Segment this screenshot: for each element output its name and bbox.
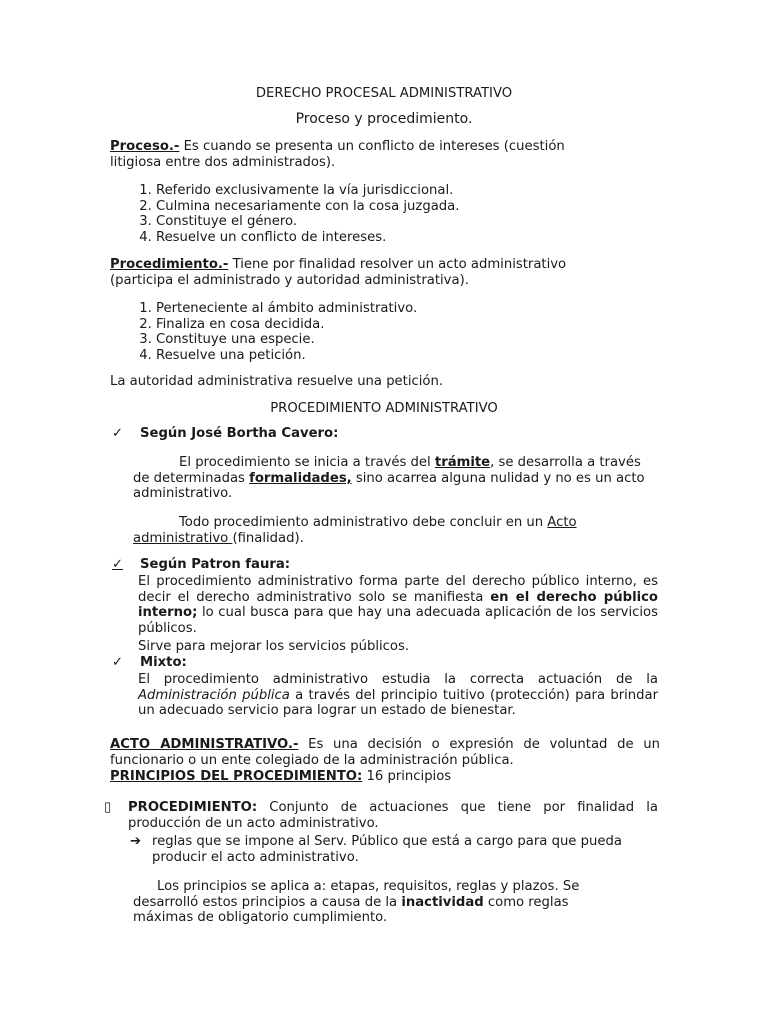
mixto-item [112,655,187,671]
document-title: DERECHO PROCESAL ADMINISTRATIVO [255,86,513,101]
bortha-item [112,426,338,442]
list-item: 1. Referido exclusivamente la vía jurisdiccional. [156,183,676,199]
bortha-label: Según José Bortha Cavero: [140,426,339,441]
check-icon: ✓ [112,426,124,441]
check-icon: ✓ [112,655,124,670]
principios-line: PRINCIPIOS DEL PROCEDIMIENTO: 16 principios [110,769,452,784]
list-item: 1. Perteneciente al ámbito administrativo. [156,301,676,317]
list-item: 4. Resuelve una petición. [156,348,676,364]
section-heading: PROCEDIMIENTO ADMINISTRATIVO [270,401,498,416]
proceso-list [110,183,676,245]
list-item: 2. Finaliza en cosa decidida. [156,317,676,333]
procedimiento-text: Tiene por finalidad resolver un acto administrativo (participa el administrado y autoridad administrativa). [110,257,567,288]
procedimiento-def-paragraph: PROCEDIMIENTO: Conjunto de actuaciones que tiene por finalidad la producción de un acto administrativo. [128,800,658,831]
principios-term: PRINCIPIOS DEL PROCEDIMIENTO: [110,769,363,784]
procedimiento-term: Procedimiento.- [110,257,229,272]
patron-item [112,557,290,573]
check-icon: ✓ [112,557,124,572]
document-subtitle: Proceso y procedimiento. [295,111,473,127]
bortha-paragraph-2: Todo procedimiento administrativo debe concluir en un Acto administrativo (finalidad). [133,515,577,546]
mixto-label: Mixto: [140,655,187,670]
acto-link-text: Acto administrativo [133,515,577,546]
acto-paragraph: ACTO ADMINISTRATIVO.- Es una decisión o expresión de voluntad de un funcionario o un ente colegiado de la administración pública. [110,737,661,768]
formalidades-term: formalidades, [249,470,352,486]
procedimiento-def-term: PROCEDIMIENTO: [128,800,258,815]
patron-paragraph: El procedimiento administrativo forma parte del derecho público interno, es decir el derecho administrativo solo se manifiesta en el derecho público interno; lo cual busca para que hay una adecuada aplicación de los servicios públicos. [138,574,658,636]
mixto-paragraph: El procedimiento administrativo estudia la correcta actuación de la Administración pública a través del principio tuitivo (protección) para brindar un adecuado servicio para lograr un estado de bienestar. [138,672,659,719]
acto-term: ACTO ADMINISTRATIVO.- [110,737,299,752]
list-item: 3. Constituye una especie. [156,332,676,348]
principios-paragraph: Los principios se aplica a: etapas, requisitos, reglas y plazos. Se desarrolló estos principios a causa de la inactividad como reglas máximas de obligatorio cumplimiento. [133,879,580,926]
proceso-term: Proceso.- [110,139,180,154]
tramite-term: trámite [434,455,491,470]
proceso-paragraph [110,139,610,170]
patron-label: Según Patron faura: [140,557,291,572]
list-item: 3. Constituye el género. [156,214,676,230]
patron-note: Sirve para mejorar los servicios públicos. [138,639,410,654]
procedimiento-list [110,301,676,363]
inactividad-term: inactividad [401,894,484,910]
list-item: 4. Resuelve un conflicto de intereses. [156,230,676,246]
square-bullet-icon: ▯ [104,800,112,815]
arrow-paragraph: reglas que se impone al Serv. Público que está a cargo para que pueda producir el acto administrativo. [152,834,622,865]
procedimiento-paragraph [110,257,610,288]
list-item: 2. Culmina necesariamente con la cosa juzgada. [156,199,676,215]
proceso-text: Es cuando se presenta un conflicto de intereses (cuestión litigiosa entre dos administrados). [110,139,565,170]
bortha-paragraph-1: El procedimiento se inicia a través del trámite, se desarrolla a través de determinadas formalidades, sino acarrea alguna nulidad y no es un acto administrativo. [133,455,645,502]
arrow-icon: ➔ [130,834,142,849]
procedimiento-closing: La autoridad administrativa resuelve una petición. [110,374,444,389]
